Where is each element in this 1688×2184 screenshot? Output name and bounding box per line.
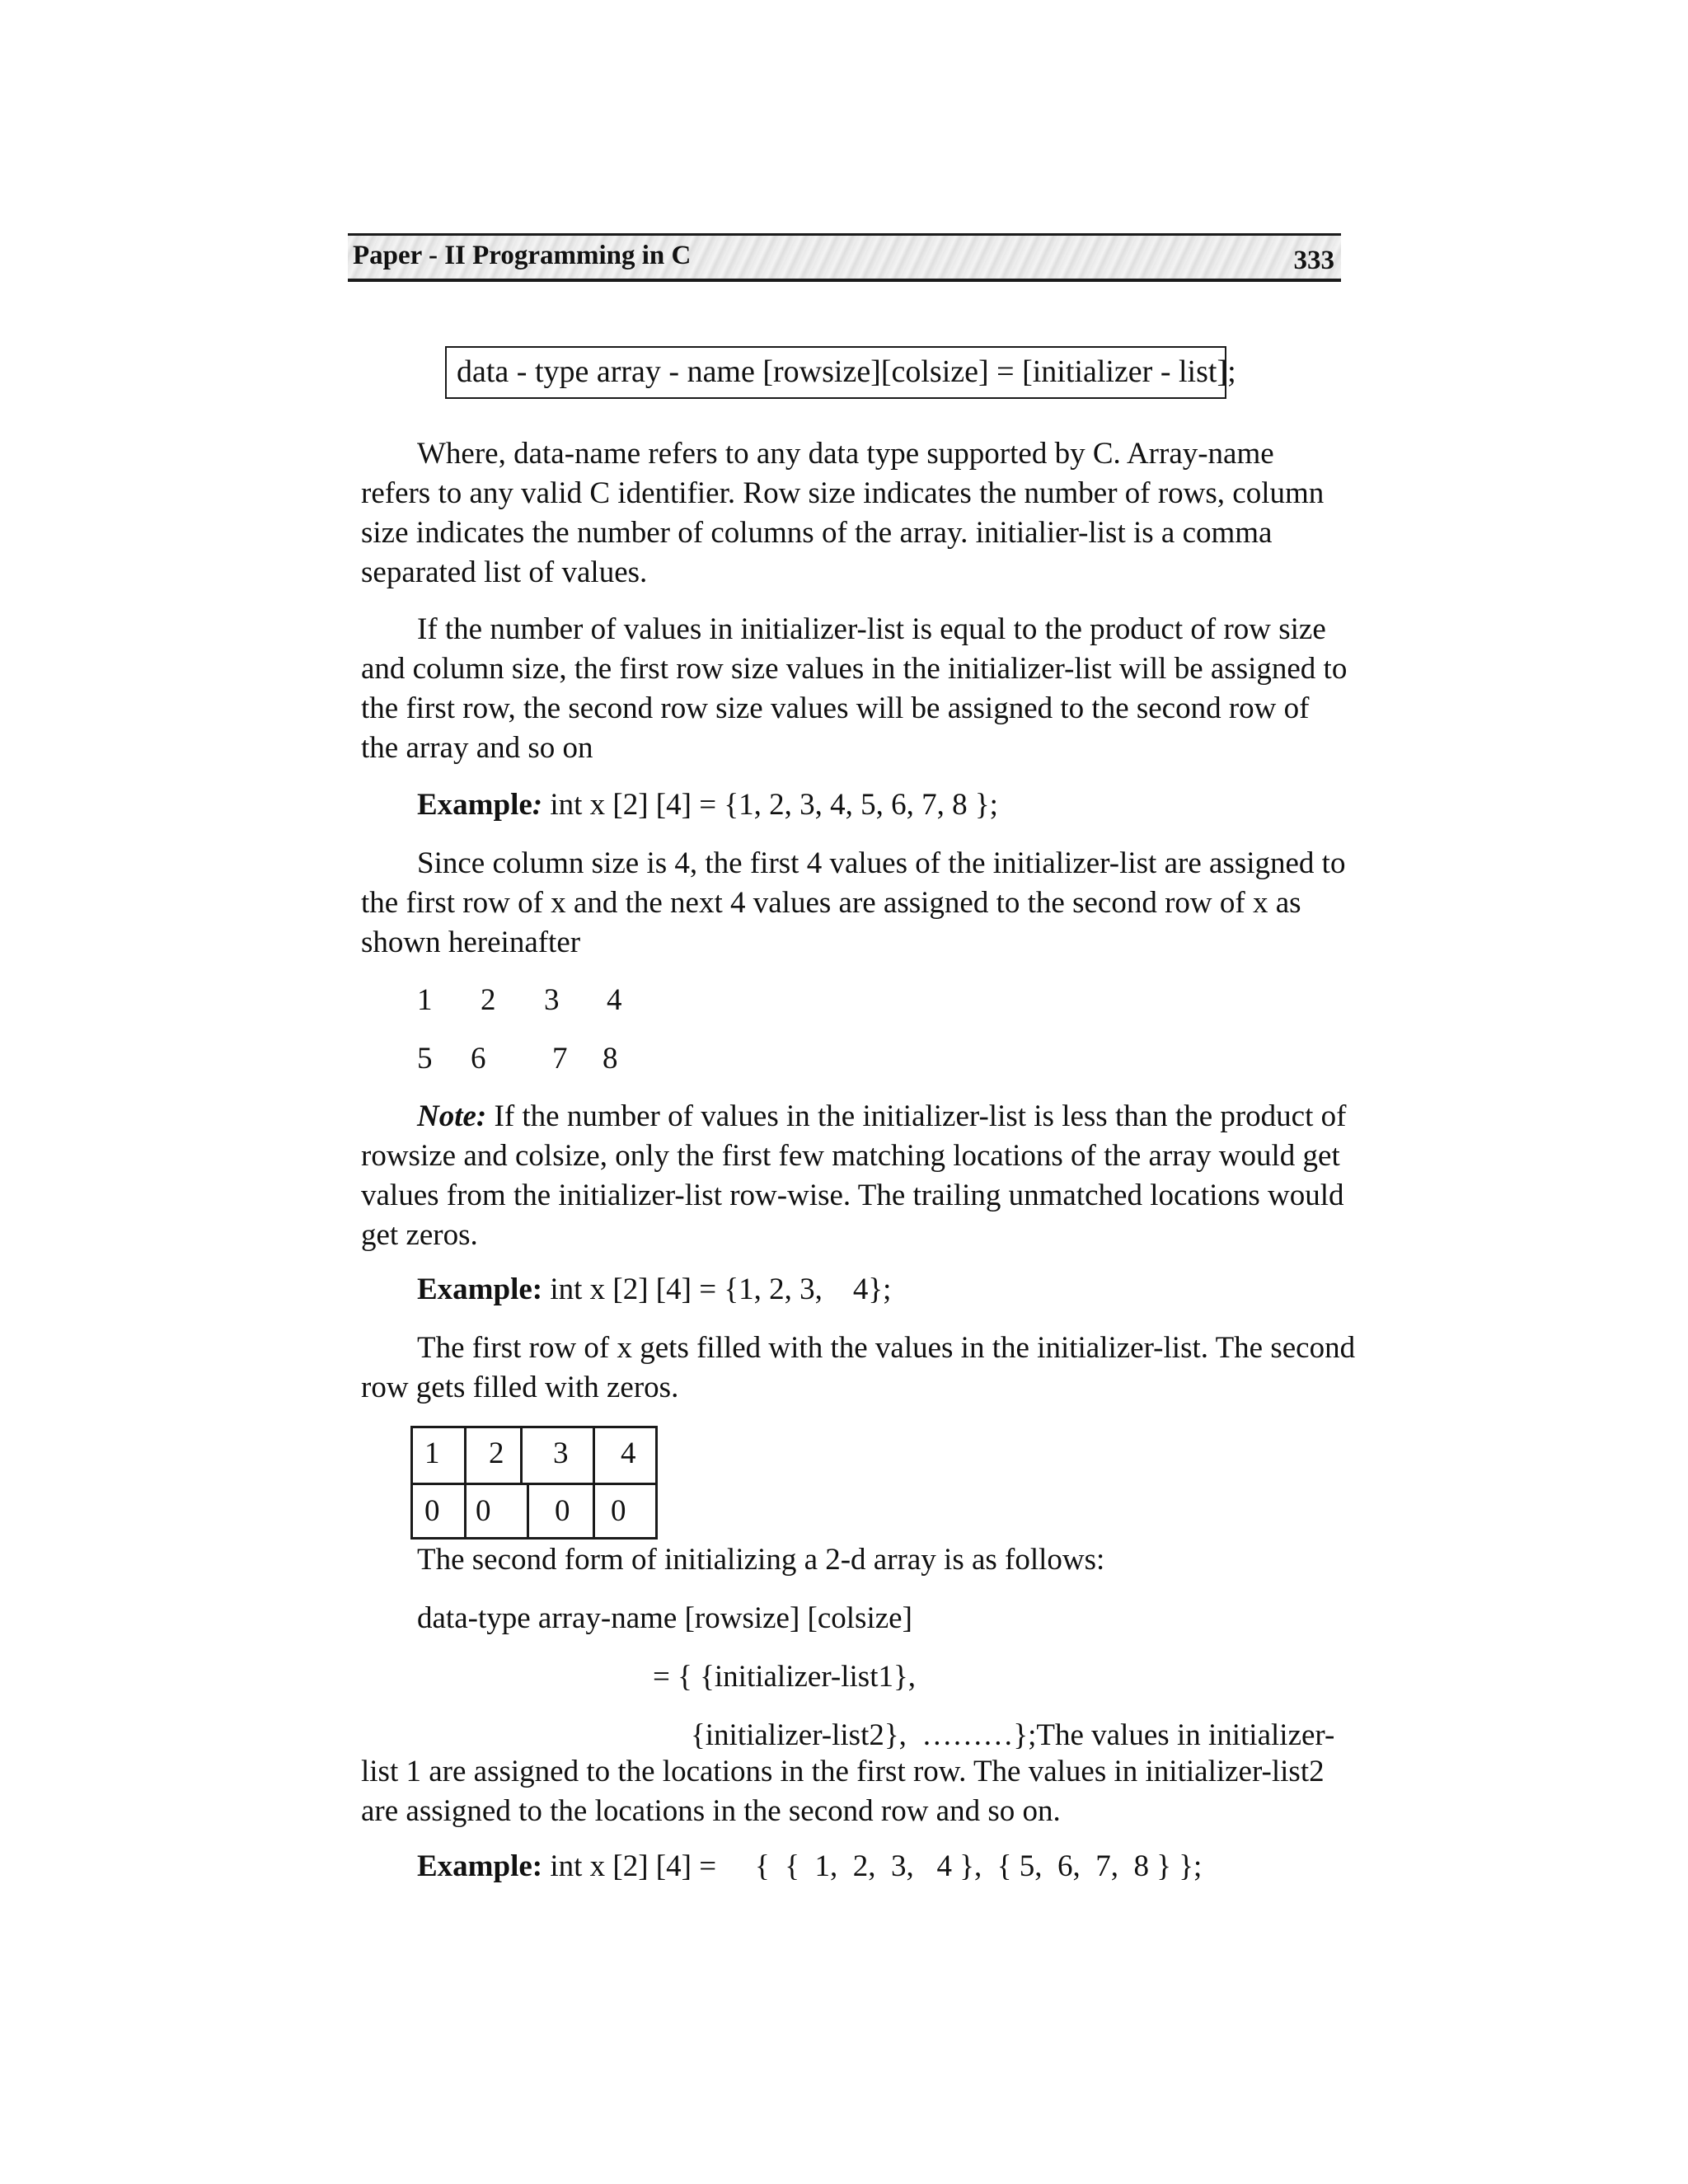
paragraph-line: the first row, the second row size values will be assigned to the second row of xyxy=(361,691,1310,725)
paragraph-line: refers to any valid C identifier. Row size indicates the number of rows, column xyxy=(361,476,1325,510)
second-form-equals: = { {initializer-list1}, xyxy=(653,1660,916,1694)
example-code: int x [2] [4] = {1, 2, 3, 4}; xyxy=(542,1272,892,1306)
matrix-value: 8 xyxy=(603,1042,618,1076)
example-colon: : xyxy=(532,788,543,822)
table-cell: 0 xyxy=(555,1494,570,1528)
paragraph-4 xyxy=(361,1329,1356,1408)
matrix-value: 5 xyxy=(417,1042,433,1076)
paragraph-3 xyxy=(361,844,1346,963)
table-cell: 3 xyxy=(553,1436,569,1470)
note-paragraph xyxy=(361,1097,1347,1255)
syntax-box: data - type array - name [rowsize][colsize] = [initializer - list]; xyxy=(445,346,1226,399)
page-header xyxy=(348,233,1341,282)
array-table xyxy=(410,1426,658,1540)
paragraph-line: separated list of values. xyxy=(361,555,648,589)
paragraph-line: and column size, the first row size values in the initializer-list will be assigned to xyxy=(361,652,1348,686)
paragraph-line: are assigned to the locations in the second row and so on. xyxy=(361,1794,1061,1828)
matrix-value: 3 xyxy=(544,983,560,1017)
paragraph-line: get zeros. xyxy=(361,1218,478,1252)
note-text: If the number of values in the initializer-list is less than the product of xyxy=(486,1099,1347,1133)
matrix-row-1 xyxy=(0,981,1688,1020)
table-cell: 1 xyxy=(424,1436,440,1470)
paragraph-1 xyxy=(361,434,1334,593)
paragraph-line: the array and so on xyxy=(361,731,593,765)
paragraph-line: the first row of x and the next 4 values are assigned to the second row of x as xyxy=(361,886,1301,920)
example-1 xyxy=(417,785,998,825)
table-divider xyxy=(593,1428,595,1537)
example-code-left: int x [2] [4] = xyxy=(542,1849,717,1883)
matrix-value: 1 xyxy=(417,983,433,1017)
table-divider xyxy=(527,1483,529,1537)
paragraph-line: shown hereinafter xyxy=(361,926,581,959)
matrix-row-2 xyxy=(0,1039,1688,1079)
example-label: Example: xyxy=(417,1849,543,1883)
matrix-value: 4 xyxy=(607,983,622,1017)
example-3-values: { { 1, 2, 3, 4 }, { 5, 6, 7, 8 } }; xyxy=(755,1849,1203,1883)
matrix-value: 6 xyxy=(471,1042,486,1076)
table-divider xyxy=(520,1428,523,1483)
header-title: Paper - II Programming in C xyxy=(353,241,692,270)
table-divider xyxy=(464,1428,467,1537)
second-form-declaration: data-type array-name [rowsize] [colsize] xyxy=(417,1601,912,1635)
paragraph-line: Since column size is 4, the first 4 values of the initializer-list are assigned to xyxy=(417,846,1346,880)
page-number: 333 xyxy=(1293,246,1334,275)
example-2 xyxy=(417,1270,891,1310)
paragraph-line: Where, data-name refers to any data type supported by C. Array-name xyxy=(417,437,1274,471)
table-cell: 0 xyxy=(476,1494,491,1528)
table-divider xyxy=(413,1483,655,1485)
paragraph-line: list 1 are assigned to the locations in the first row. The values in initializer-list2 xyxy=(361,1755,1325,1788)
table-cell: 2 xyxy=(489,1436,504,1470)
paragraph-5 xyxy=(361,1752,1334,1831)
paragraph-line: values from the initializer-list row-wise. The trailing unmatched locations would xyxy=(361,1179,1344,1212)
table-cell: 4 xyxy=(621,1436,636,1470)
example-label: Example: xyxy=(417,1272,543,1306)
paragraph-line: The first row of x gets filled with the values in the initializer-list. The second xyxy=(417,1331,1356,1365)
paragraph-line: row gets filled with zeros. xyxy=(361,1371,679,1404)
example-code: int x [2] [4] = {1, 2, 3, 4, 5, 6, 7, 8 }; xyxy=(542,788,998,822)
example-3 xyxy=(417,1847,716,1886)
note-first-line xyxy=(361,1097,1347,1137)
matrix-value: 7 xyxy=(552,1042,568,1076)
paragraph-line: rowsize and colsize, only the first few matching locations of the array would get xyxy=(361,1139,1340,1173)
table-cell: 0 xyxy=(424,1494,440,1528)
note-label: Note: xyxy=(417,1099,487,1133)
example-label: Example xyxy=(417,788,532,822)
paragraph-line: size indicates the number of columns of the array. initialier-list is a comma xyxy=(361,516,1273,550)
paragraph-line: If the number of values in initializer-list is equal to the product of row size xyxy=(417,612,1326,646)
second-form-line3: {initializer-list2}, ………};The values in initializer- xyxy=(691,1718,1335,1752)
paragraph-2 xyxy=(361,610,1348,768)
matrix-value: 2 xyxy=(481,983,496,1017)
table-cell: 0 xyxy=(611,1494,626,1528)
second-form-intro: The second form of initializing a 2-d array is as follows: xyxy=(417,1543,1105,1577)
